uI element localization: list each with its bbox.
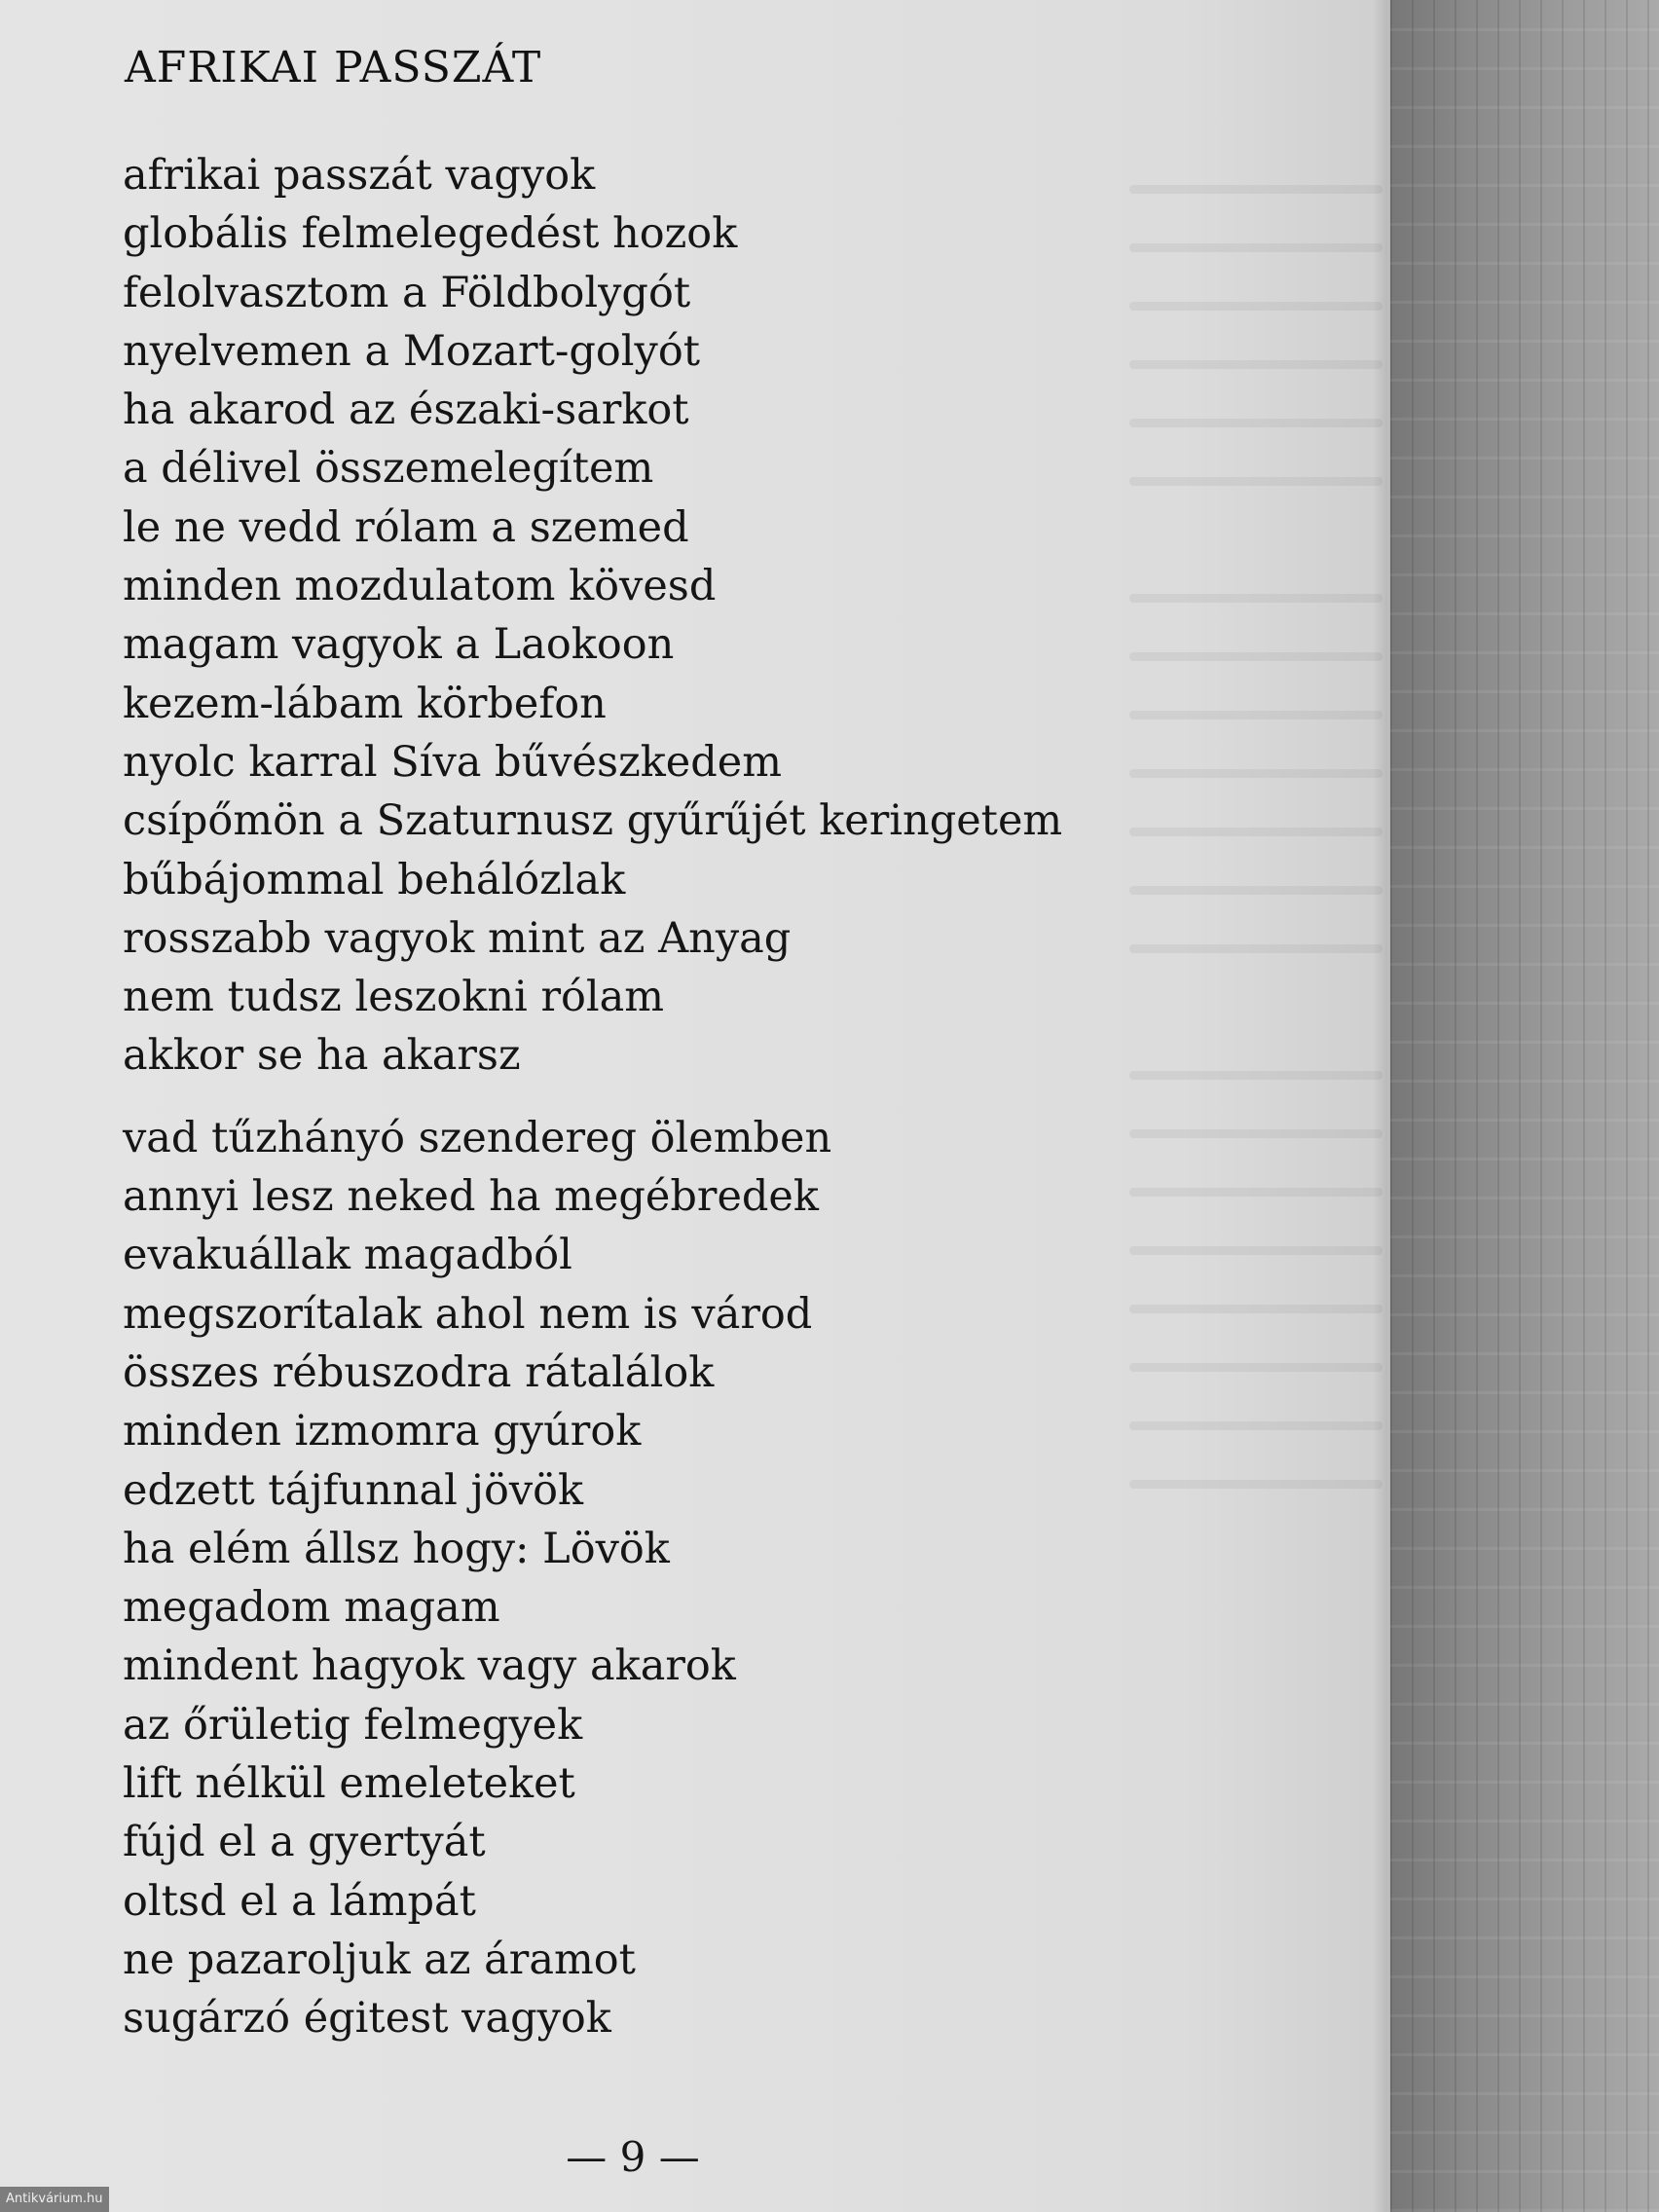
poem-line: rosszabb vagyok mint az Anyag	[123, 913, 792, 963]
watermark: Antikvárium.hu	[0, 2187, 109, 2212]
bleed-through-text	[1129, 419, 1382, 427]
stanza-break	[123, 1086, 1062, 1109]
bleed-through-text	[1129, 1480, 1382, 1489]
poem-line: annyi lesz neked ha megébredek	[123, 1172, 819, 1222]
poem-line: ha akarod az északi-sarkot	[123, 386, 689, 435]
bleed-through-text	[1129, 243, 1382, 252]
bleed-through-text	[1129, 1305, 1382, 1313]
bleed-through-text	[1129, 1129, 1382, 1138]
poem-line: megadom magam	[123, 1583, 500, 1633]
bleed-through-text	[1129, 769, 1382, 778]
bleed-through-text	[1129, 886, 1382, 895]
poem-line: evakuállak magadból	[123, 1231, 572, 1280]
poem-line: nyolc karral Síva bűvészkedem	[123, 737, 782, 787]
poem-line: csípőmön a Szaturnusz gyűrűjét keringetem	[123, 796, 1063, 846]
poem-line: ha elém állsz hogy: Lövök	[123, 1524, 670, 1573]
background-surface	[1390, 0, 1659, 2212]
poem-line: bűbájommal behálózlak	[123, 855, 626, 904]
poem-line: globális felmelegedést hozok	[123, 209, 738, 259]
bleed-through-text	[1129, 652, 1382, 661]
poem-line: vad tűzhányó szendereg ölemben	[123, 1113, 832, 1162]
poem-line: le ne vedd rólam a szemed	[123, 502, 689, 552]
poem-line: minden mozdulatom kövesd	[123, 562, 717, 611]
bleed-through-text	[1129, 828, 1382, 836]
poem-line: oltsd el a lámpát	[123, 1876, 476, 1926]
poem-line: edzett tájfunnal jövök	[123, 1465, 584, 1515]
bleed-through-text	[1129, 594, 1382, 603]
stanza-1	[123, 146, 1062, 1086]
poem-line: magam vagyok a Laokoon	[123, 620, 675, 670]
poem-line: ne pazaroljuk az áramot	[123, 1935, 636, 1984]
bleed-through-text	[1129, 1421, 1382, 1430]
poem-line: fújd el a gyertyát	[123, 1818, 486, 1867]
poem-line: nyelvemen a Mozart-golyót	[123, 326, 701, 376]
poem-line: lift nélkül emeleteket	[123, 1759, 575, 1809]
poem-line: a délivel összemelegítem	[123, 444, 654, 494]
poem-line: afrikai passzát vagyok	[123, 151, 596, 200]
poem-line: összes rébuszodra rátalálok	[123, 1347, 715, 1397]
poem-line: az őrületig felmegyek	[123, 1700, 583, 1750]
bleed-through-text	[1129, 185, 1382, 194]
poem-line: kezem-lábam körbefon	[123, 679, 607, 728]
page-edge-shadow	[1373, 0, 1390, 2212]
poem-line: minden izmomra gyúrok	[123, 1407, 642, 1456]
poem-title: AFRIKAI PASSZÁT	[125, 43, 542, 92]
poem-line: felolvasztom a Földbolygót	[123, 268, 691, 317]
poem-line: megszorítalak ahol nem is várod	[123, 1289, 813, 1339]
poem-body	[123, 146, 1062, 2048]
poem-line: mindent hagyok vagy akarok	[123, 1641, 736, 1691]
bleed-through-text	[1129, 360, 1382, 369]
bleed-through-text	[1129, 944, 1382, 953]
bleed-through-text	[1129, 1188, 1382, 1197]
bleed-through-text	[1129, 477, 1382, 486]
stanza-2	[123, 1109, 1062, 2048]
bleed-through-text	[1129, 1246, 1382, 1255]
bleed-through-text	[1129, 302, 1382, 311]
bleed-through-text	[1129, 1363, 1382, 1372]
bleed-through-text	[1129, 711, 1382, 719]
bleed-through-text	[1129, 1071, 1382, 1080]
page-number: — 9 —	[566, 2133, 700, 2181]
poem-line: sugárzó égitest vagyok	[123, 1994, 611, 2044]
poem-line: akkor se ha akarsz	[123, 1031, 521, 1081]
poem-line: nem tudsz leszokni rólam	[123, 973, 665, 1022]
